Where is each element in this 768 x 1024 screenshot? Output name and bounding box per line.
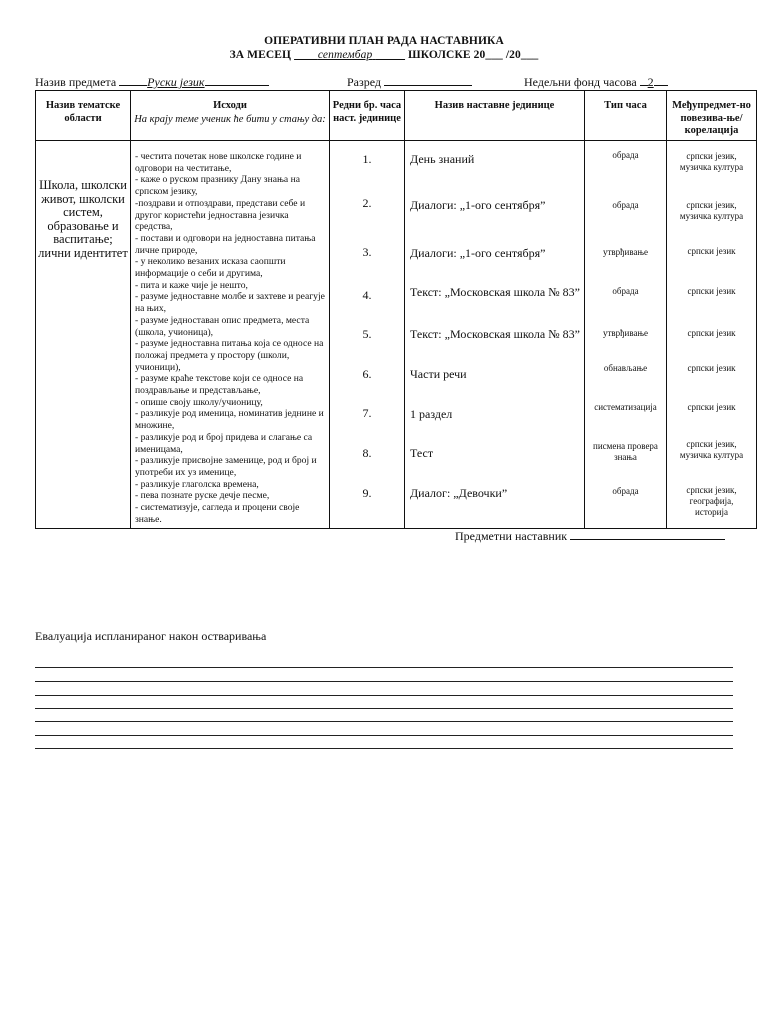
outcome-item: - разликује род именица, номинатив једнине и множине,	[135, 408, 324, 432]
weekly-hours-field	[524, 75, 668, 90]
lesson-unit: Тест	[410, 446, 434, 460]
header-unit: Назив наставне јединице	[405, 91, 585, 141]
lesson-correlation: српски језик	[687, 363, 736, 373]
lesson-correlation: српски језик	[687, 328, 736, 338]
lesson-type: утврђивање	[603, 247, 648, 257]
unit-column	[405, 141, 585, 529]
lesson-number: 3.	[362, 245, 372, 259]
lesson-unit: Диалоги: „1-ого сентября”	[410, 246, 546, 260]
outcome-item: - пита и каже чије је нешто,	[135, 279, 248, 291]
lesson-number: 8.	[362, 446, 372, 460]
lesson-number: 2.	[362, 196, 372, 210]
teacher-label: Предметни наставник	[455, 529, 568, 543]
outcome-item: - каже о руском празнику Дану знања на српском језику,	[135, 174, 300, 198]
header-number: Редни бр. часа наст. јединице	[330, 91, 405, 141]
lesson-correlation: српски језик, музичка култура	[679, 200, 744, 221]
grade-label: Разред	[347, 75, 382, 89]
header-outcomes	[131, 91, 330, 141]
header-type: Тип часа	[585, 91, 667, 141]
outcome-item: - разуме једноставне молбе и захтеве и реагује на њих,	[135, 291, 325, 315]
lesson-unit: Части речи	[410, 367, 467, 381]
weekly-hours-value: 2	[647, 75, 654, 89]
outcome-item: - разликује род и број придева и слагање са именицама,	[135, 431, 313, 455]
header-area: Назив тематске области	[36, 91, 131, 141]
evaluation-label: Евалуација испланираног након остваривања	[35, 629, 267, 643]
month-value: септембар	[317, 49, 373, 61]
outcome-item: - постави и одговори на једноставна питања личне природе,	[135, 232, 316, 256]
outcome-item: - разуме краће текстове који се односе на поздрављање и представљање,	[135, 373, 304, 397]
lesson-type: систематизација	[594, 402, 657, 412]
outcome-item: - систематизује, сагледа и процени своје знање.	[135, 502, 300, 525]
lesson-number: 7.	[362, 406, 372, 420]
school-year-label: ШКОЛСКЕ 20___ /20___	[408, 49, 539, 61]
header-outcomes-label: Исходи	[213, 100, 247, 111]
header-correlation: Међупредмет-но повезива-ње/корелација	[667, 91, 757, 141]
outcome-item: - разликује глаголска времена,	[135, 478, 259, 490]
lesson-type: обрада	[612, 486, 639, 496]
outcome-item: - пева познате руске дечје песме,	[135, 490, 270, 502]
evaluation-line	[35, 735, 733, 736]
evaluation-line	[35, 695, 733, 696]
plan-table	[35, 90, 757, 529]
grade-field	[347, 75, 472, 90]
thematic-area-cell: Школа, школски живот, школски систем, образовање и васпитање; лични идентитет	[36, 141, 131, 529]
lesson-type: обрада	[612, 200, 639, 210]
outcome-item: -поздрави и отпоздрави, представи себе и другог користећи једноставна језичка средства,	[135, 197, 306, 233]
lesson-correlation: српски језик	[687, 246, 736, 256]
lesson-correlation: српски језик, музичка култура	[679, 439, 744, 460]
lesson-correlation: српски језик, музичка култура	[679, 151, 744, 172]
month-line	[0, 49, 768, 61]
lesson-number: 1.	[362, 152, 372, 166]
lesson-correlation: српски језик, географија, историја	[686, 485, 737, 517]
lesson-correlation: српски језик	[687, 286, 736, 296]
outcome-item: - честита почетак нове школске године и одговори на честитање,	[135, 151, 302, 174]
document-title: ОПЕРАТИВНИ ПЛАН РАДА НАСТАВНИКА	[264, 35, 504, 47]
subject-field	[35, 75, 269, 90]
table-body-row	[36, 141, 757, 529]
subject-label: Назив предмета	[35, 75, 117, 89]
evaluation-line	[35, 748, 733, 749]
outcome-item: - опише своју школу/учионицу,	[135, 396, 263, 408]
lesson-number: 6.	[362, 367, 372, 381]
lesson-number: 4.	[362, 288, 372, 302]
outcomes-cell	[131, 141, 330, 529]
type-column	[585, 141, 667, 529]
lesson-type: обрада	[612, 286, 639, 296]
lesson-number: 9.	[362, 486, 372, 500]
lesson-unit: Диалоги: „1-ого сентября”	[410, 198, 546, 212]
lesson-type: утврђивање	[603, 328, 648, 338]
lesson-unit: Текст: „Московская школа № 83”	[410, 285, 580, 299]
lesson-unit: Диалог: „Девочки”	[410, 486, 508, 500]
weekly-hours-label: Недељни фонд часова	[524, 75, 637, 89]
outcome-item: - у неколико везаних исказа саопшти информације о себи и другима,	[135, 256, 286, 280]
table-header-row	[36, 91, 757, 141]
month-prefix: ЗА МЕСЕЦ	[229, 49, 295, 61]
evaluation-line	[35, 667, 733, 668]
lesson-type: обрада	[612, 150, 639, 160]
number-column	[330, 141, 405, 529]
outcome-item: - разликује присвојне заменице, род и број и употреби их уз именице,	[135, 455, 317, 478]
evaluation-line	[35, 681, 733, 682]
evaluation-line	[35, 721, 733, 722]
outcome-item: - разуме једноставна питања која се односе на положај предмета у простору (школи, учионици),	[135, 338, 324, 373]
lesson-type: писмена провера знања	[593, 441, 658, 462]
lesson-unit: 1 раздел	[410, 407, 453, 421]
outcome-item: - разуме једноставан опис предмета, места (школа, учионица),	[135, 314, 310, 338]
lesson-type: обнављање	[603, 363, 648, 373]
lesson-number: 5.	[362, 327, 372, 341]
lesson-correlation: српски језик	[687, 402, 736, 412]
subject-value: Руски језик	[147, 75, 205, 89]
lesson-unit: День знаний	[410, 152, 475, 166]
header-outcomes-sub: На крају теме ученик ће бити у стању да:	[134, 113, 326, 125]
correlation-column	[667, 141, 757, 529]
evaluation-line	[35, 708, 733, 709]
lesson-unit: Текст: „Московская школа № 83”	[410, 327, 580, 341]
teacher-signature	[455, 529, 725, 544]
